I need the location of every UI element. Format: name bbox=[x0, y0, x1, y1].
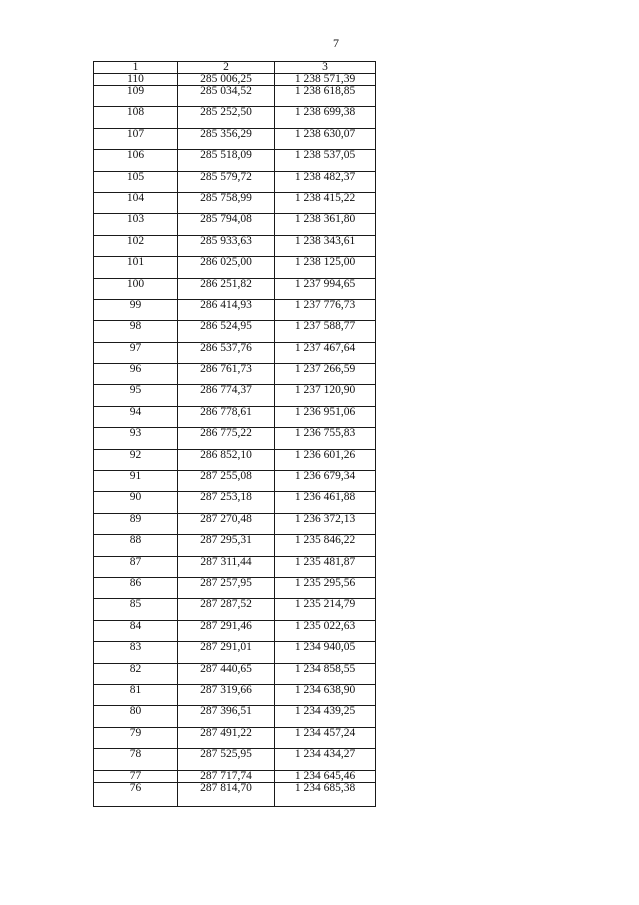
table-row bbox=[94, 86, 376, 107]
table-row bbox=[94, 74, 376, 86]
x-coordinate-cell: 285 356,29 bbox=[178, 128, 275, 149]
point-number-cell: 90 bbox=[94, 492, 178, 513]
point-number-cell: 101 bbox=[94, 257, 178, 278]
header-cell-3: 3 bbox=[275, 62, 376, 74]
y-coordinate-cell: 1 238 537,05 bbox=[275, 150, 376, 171]
point-number-cell: 103 bbox=[94, 214, 178, 235]
x-coordinate-cell: 287 255,08 bbox=[178, 471, 275, 492]
x-coordinate-cell: 287 525,95 bbox=[178, 749, 275, 770]
point-number-cell: 110 bbox=[94, 74, 178, 86]
point-number-cell: 81 bbox=[94, 684, 178, 705]
table-row bbox=[94, 599, 376, 620]
table-row bbox=[94, 257, 376, 278]
table-row bbox=[94, 150, 376, 171]
y-coordinate-cell: 1 236 461,88 bbox=[275, 492, 376, 513]
table-row bbox=[94, 749, 376, 770]
point-number-cell: 105 bbox=[94, 171, 178, 192]
point-number-cell: 78 bbox=[94, 749, 178, 770]
point-number-cell: 84 bbox=[94, 620, 178, 641]
table-row bbox=[94, 684, 376, 705]
x-coordinate-cell: 287 291,01 bbox=[178, 642, 275, 663]
y-coordinate-cell: 1 234 940,05 bbox=[275, 642, 376, 663]
point-number-cell: 108 bbox=[94, 107, 178, 128]
x-coordinate-cell: 287 491,22 bbox=[178, 727, 275, 748]
x-coordinate-cell: 286 761,73 bbox=[178, 364, 275, 385]
y-coordinate-cell: 1 238 343,61 bbox=[275, 235, 376, 256]
x-coordinate-cell: 285 034,52 bbox=[178, 86, 275, 107]
x-coordinate-cell: 285 518,09 bbox=[178, 150, 275, 171]
table-row bbox=[94, 299, 376, 320]
point-number-cell: 106 bbox=[94, 150, 178, 171]
table-row bbox=[94, 428, 376, 449]
x-coordinate-cell: 286 025,00 bbox=[178, 257, 275, 278]
point-number-cell: 89 bbox=[94, 513, 178, 534]
y-coordinate-cell: 1 236 755,83 bbox=[275, 428, 376, 449]
y-coordinate-cell: 1 234 439,25 bbox=[275, 706, 376, 727]
x-coordinate-cell: 285 933,63 bbox=[178, 235, 275, 256]
point-number-cell: 83 bbox=[94, 642, 178, 663]
x-coordinate-cell: 287 270,48 bbox=[178, 513, 275, 534]
table-row bbox=[94, 513, 376, 534]
y-coordinate-cell: 1 238 571,39 bbox=[275, 74, 376, 86]
y-coordinate-cell: 1 234 434,27 bbox=[275, 749, 376, 770]
point-number-cell: 91 bbox=[94, 471, 178, 492]
table-row bbox=[94, 620, 376, 641]
y-coordinate-cell: 1 238 699,38 bbox=[275, 107, 376, 128]
point-number-cell: 94 bbox=[94, 406, 178, 427]
header-cell-2: 2 bbox=[178, 62, 275, 74]
table-row bbox=[94, 321, 376, 342]
y-coordinate-cell: 1 236 679,34 bbox=[275, 471, 376, 492]
point-number-cell: 96 bbox=[94, 364, 178, 385]
table-row bbox=[94, 535, 376, 556]
point-number-cell: 92 bbox=[94, 449, 178, 470]
table-row bbox=[94, 235, 376, 256]
point-number-cell: 104 bbox=[94, 192, 178, 213]
x-coordinate-cell: 285 579,72 bbox=[178, 171, 275, 192]
table-row bbox=[94, 770, 376, 782]
x-coordinate-cell: 287 814,70 bbox=[178, 782, 275, 806]
table-row bbox=[94, 727, 376, 748]
y-coordinate-cell: 1 235 295,56 bbox=[275, 577, 376, 598]
point-number-cell: 77 bbox=[94, 770, 178, 782]
y-coordinate-cell: 1 237 120,90 bbox=[275, 385, 376, 406]
point-number-cell: 100 bbox=[94, 278, 178, 299]
x-coordinate-cell: 287 396,51 bbox=[178, 706, 275, 727]
x-coordinate-cell: 285 006,25 bbox=[178, 74, 275, 86]
x-coordinate-cell: 287 319,66 bbox=[178, 684, 275, 705]
point-number-cell: 86 bbox=[94, 577, 178, 598]
x-coordinate-cell: 287 311,44 bbox=[178, 556, 275, 577]
point-number-cell: 93 bbox=[94, 428, 178, 449]
y-coordinate-cell: 1 237 776,73 bbox=[275, 299, 376, 320]
point-number-cell: 109 bbox=[94, 86, 178, 107]
y-coordinate-cell: 1 238 415,22 bbox=[275, 192, 376, 213]
table-row bbox=[94, 642, 376, 663]
x-coordinate-cell: 287 253,18 bbox=[178, 492, 275, 513]
y-coordinate-cell: 1 234 858,55 bbox=[275, 663, 376, 684]
point-number-cell: 95 bbox=[94, 385, 178, 406]
x-coordinate-cell: 286 775,22 bbox=[178, 428, 275, 449]
x-coordinate-cell: 287 291,46 bbox=[178, 620, 275, 641]
y-coordinate-cell: 1 235 846,22 bbox=[275, 535, 376, 556]
table-row bbox=[94, 492, 376, 513]
table-row bbox=[94, 406, 376, 427]
x-coordinate-cell: 286 852,10 bbox=[178, 449, 275, 470]
point-number-cell: 79 bbox=[94, 727, 178, 748]
coordinates-table bbox=[93, 61, 376, 807]
y-coordinate-cell: 1 235 214,79 bbox=[275, 599, 376, 620]
table-row bbox=[94, 471, 376, 492]
page-number: 7 bbox=[333, 36, 339, 50]
y-coordinate-cell: 1 236 951,06 bbox=[275, 406, 376, 427]
table-row bbox=[94, 449, 376, 470]
y-coordinate-cell: 1 238 482,37 bbox=[275, 171, 376, 192]
y-coordinate-cell: 1 237 588,77 bbox=[275, 321, 376, 342]
x-coordinate-cell: 286 524,95 bbox=[178, 321, 275, 342]
y-coordinate-cell: 1 235 022,63 bbox=[275, 620, 376, 641]
x-coordinate-cell: 286 778,61 bbox=[178, 406, 275, 427]
y-coordinate-cell: 1 238 630,07 bbox=[275, 128, 376, 149]
point-number-cell: 85 bbox=[94, 599, 178, 620]
table-body bbox=[94, 62, 376, 807]
point-number-cell: 88 bbox=[94, 535, 178, 556]
point-number-cell: 76 bbox=[94, 782, 178, 806]
table-row bbox=[94, 278, 376, 299]
y-coordinate-cell: 1 234 685,38 bbox=[275, 782, 376, 806]
x-coordinate-cell: 286 251,82 bbox=[178, 278, 275, 299]
header-cell-1: 1 bbox=[94, 62, 178, 74]
table-row bbox=[94, 214, 376, 235]
point-number-cell: 99 bbox=[94, 299, 178, 320]
y-coordinate-cell: 1 234 645,46 bbox=[275, 770, 376, 782]
table-row bbox=[94, 706, 376, 727]
table-row bbox=[94, 192, 376, 213]
y-coordinate-cell: 1 235 481,87 bbox=[275, 556, 376, 577]
x-coordinate-cell: 285 758,99 bbox=[178, 192, 275, 213]
y-coordinate-cell: 1 234 457,24 bbox=[275, 727, 376, 748]
y-coordinate-cell: 1 238 125,00 bbox=[275, 257, 376, 278]
point-number-cell: 102 bbox=[94, 235, 178, 256]
x-coordinate-cell: 287 717,74 bbox=[178, 770, 275, 782]
point-number-cell: 82 bbox=[94, 663, 178, 684]
table-row bbox=[94, 364, 376, 385]
table-row bbox=[94, 342, 376, 363]
table-row bbox=[94, 556, 376, 577]
y-coordinate-cell: 1 238 361,80 bbox=[275, 214, 376, 235]
point-number-cell: 98 bbox=[94, 321, 178, 342]
point-number-cell: 87 bbox=[94, 556, 178, 577]
point-number-cell: 107 bbox=[94, 128, 178, 149]
table-header-row bbox=[94, 62, 376, 74]
y-coordinate-cell: 1 237 994,65 bbox=[275, 278, 376, 299]
y-coordinate-cell: 1 237 467,64 bbox=[275, 342, 376, 363]
table-row bbox=[94, 663, 376, 684]
x-coordinate-cell: 285 252,50 bbox=[178, 107, 275, 128]
x-coordinate-cell: 287 295,31 bbox=[178, 535, 275, 556]
table-row bbox=[94, 385, 376, 406]
y-coordinate-cell: 1 236 601,26 bbox=[275, 449, 376, 470]
y-coordinate-cell: 1 236 372,13 bbox=[275, 513, 376, 534]
table-row bbox=[94, 782, 376, 806]
x-coordinate-cell: 286 537,76 bbox=[178, 342, 275, 363]
table-row bbox=[94, 107, 376, 128]
y-coordinate-cell: 1 238 618,85 bbox=[275, 86, 376, 107]
table-row bbox=[94, 128, 376, 149]
x-coordinate-cell: 285 794,08 bbox=[178, 214, 275, 235]
x-coordinate-cell: 287 287,52 bbox=[178, 599, 275, 620]
table-row bbox=[94, 171, 376, 192]
x-coordinate-cell: 287 440,65 bbox=[178, 663, 275, 684]
x-coordinate-cell: 287 257,95 bbox=[178, 577, 275, 598]
table-row bbox=[94, 577, 376, 598]
x-coordinate-cell: 286 774,37 bbox=[178, 385, 275, 406]
y-coordinate-cell: 1 234 638,90 bbox=[275, 684, 376, 705]
point-number-cell: 80 bbox=[94, 706, 178, 727]
x-coordinate-cell: 286 414,93 bbox=[178, 299, 275, 320]
point-number-cell: 97 bbox=[94, 342, 178, 363]
y-coordinate-cell: 1 237 266,59 bbox=[275, 364, 376, 385]
